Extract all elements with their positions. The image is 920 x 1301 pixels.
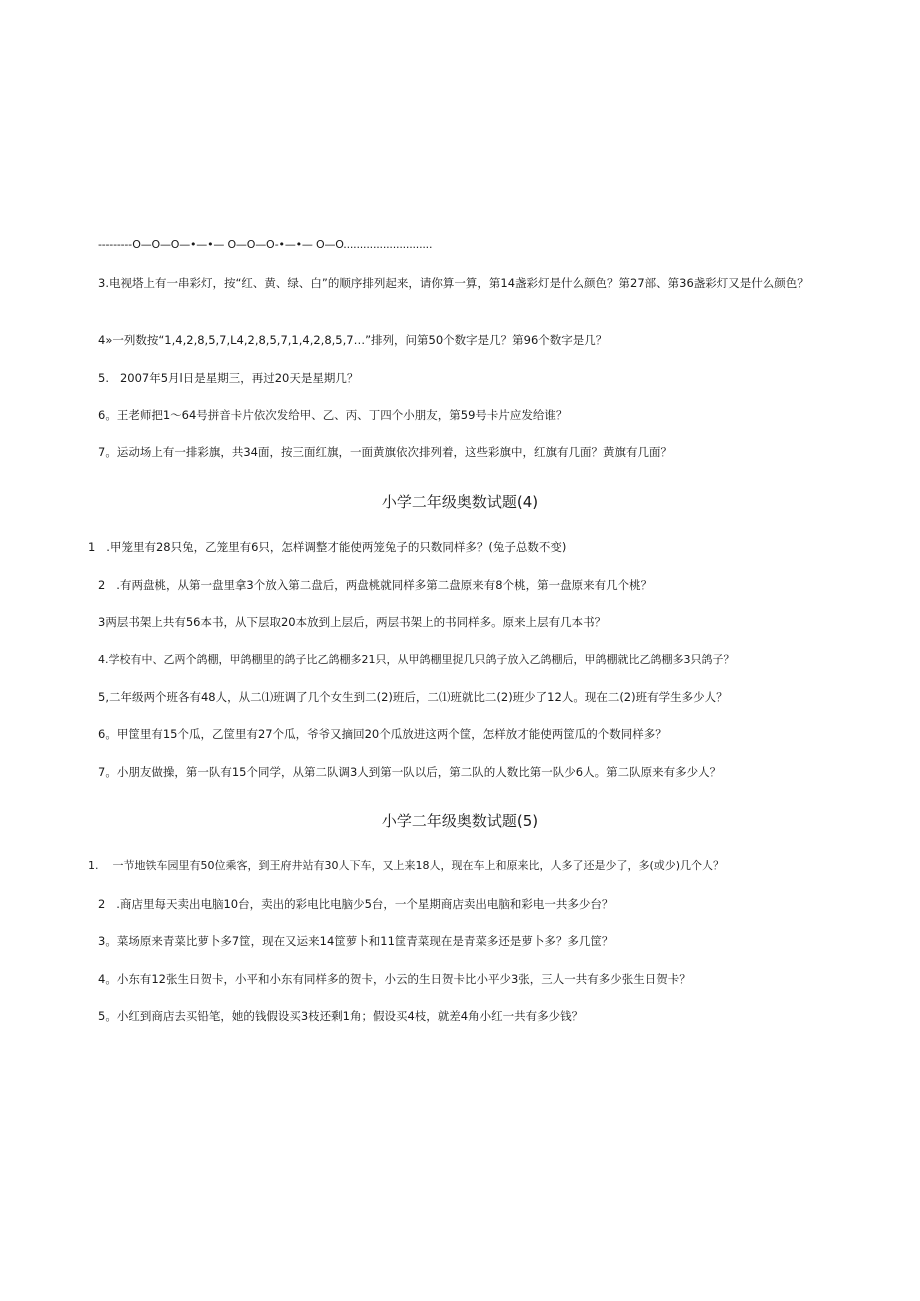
problem-5-4: 4。小东有12张生日贺卡，小平和小东有同样多的贺卡，小云的生日贺卡比小平少3张，三人一共有多少张生日贺卡？ [98,972,691,986]
problem-4-3: 3两层书架上共有56本书，从下层取20本放到上层后，两层书架上的书同样多。原来上层有几本书？ [98,615,607,629]
problem-3-7: 7。运动场上有一排彩旗，共34面，按三面红旗，一面黄旗依次排列着，这些彩旗中，红旗有几面？黄旗有几面？ [98,445,672,459]
pattern-line: ---------O—O—O—•—•— O—O—O-•—•— O—O........................... [98,238,433,251]
problem-3-4: 4»一列数按“1,4,2,8,5,7,L4,2,8,5,7,1,4,2,8,5,7…”排列，问第50个数字是几？第96个数字是几？ [98,333,608,347]
problem-4-7: 7。小朋友做操，第一队有15个同学，从第二队调3人到第一队以后，第二队的人数比第一队少6人。第二队原来有多少人？ [98,765,722,779]
problem-5-5: 5。小红到商店去买铅笔，她的钱假设买3枝还剩1角；假设买4枝，就差4角小红一共有多少钱？ [98,1009,584,1023]
problem-4-1: 1 .甲笼里有28只兔，乙笼里有6只，怎样调整才能使两笼兔子的只数同样多？(兔子总数不变) [88,540,567,554]
problem-5-2: 2 .商店里每天卖出电脑10台，卖出的彩电比电脑少5台，一个星期商店卖出电脑和彩电一共多少台？ [98,897,614,911]
section-title-5: 小学二年级奥数试题(5) [381,812,539,830]
section-title-4: 小学二年级奥数试题(4) [381,493,539,511]
problem-4-6: 6。甲筐里有15个瓜，乙筐里有27个瓜，爷爷又摘回20个瓜放进这两个筐，怎样放才能使两筐瓜的个数同样多？ [98,727,667,741]
problem-5-1: 1. 一节地铁车园里有50位乘客，到王府井站有30人下车，又上来18人，现在车上和原来比，人多了还是少了，多(或少)几个人？ [88,859,725,872]
problem-3-5: 5. 2007年5月l日是星期三，再过20天是星期几？ [98,371,359,385]
problem-4-5: 5,二年级两个班各有48人，从二⑴班调了几个女生到二(2)班后，二⑴班就比二(2)班少了12人。现在二(2)班有学生多少人？ [98,690,728,704]
problem-3-6: 6。王老师把1～64号拼音卡片依次发给甲、乙、丙、丁四个小朋友，第59号卡片应发给谁？ [98,408,568,422]
problem-4-2: 2 .有两盘桃，从第一盘里拿3个放入第二盘后，两盘桃就同样多第二盘原来有8个桃，第一盘原来有几个桃？ [98,578,653,592]
problem-5-3: 3。菜场原来青菜比萝卜多7筐，现在又运来14筐萝卜和11筐青菜现在是青菜多还是萝卜多？多几筐？ [98,934,614,948]
problem-3-3: 3.电视塔上有一串彩灯，按“红、黄、绿、白”的顺序排列起来，请你算一算，第14盏彩灯是什么颜色？第27部、第36盏彩灯又是什么颜色？ [98,276,809,290]
problem-4-4: 4.学校有中、乙两个鸽棚，甲鸽棚里的鸽子比乙鸽棚多21只，从甲鸽棚里捉几只鸽子放入乙鸽棚后，甲鸽棚就比乙鸽棚多3只鸽子？ [98,653,735,666]
